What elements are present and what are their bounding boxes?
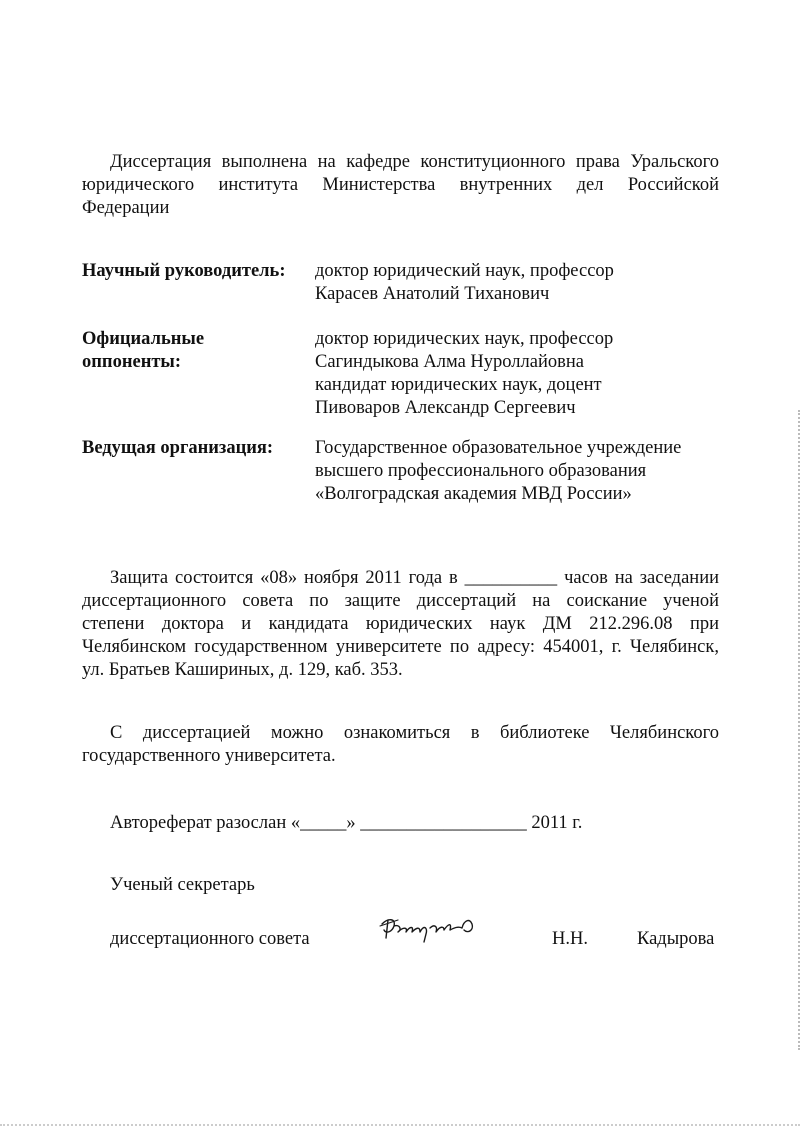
- secretary-surname: Кадырова: [637, 929, 715, 949]
- intro-paragraph: [82, 151, 719, 220]
- supervisor-info: [315, 260, 725, 306]
- lead-org-label: Ведущая организация:: [82, 438, 274, 458]
- supervisor-line: доктор юридический наук, профессор: [315, 261, 614, 281]
- intro-line: Диссертация выполнена на кафедре конституционного права Уральского: [110, 152, 719, 172]
- supervisor-label: Научный руководитель:: [82, 261, 286, 281]
- opponents-info: [315, 328, 725, 420]
- opponent-line: кандидат юридических наук, доцент: [315, 375, 602, 395]
- mailing-date-line: Автореферат разослан «_____» __________________ 2011 г.: [110, 813, 583, 833]
- signature-scribble: [378, 912, 488, 946]
- library-line: государственного университета.: [82, 746, 336, 766]
- secretary-title: Ученый секретарь: [110, 875, 255, 895]
- defense-line: ул. Братьев Кашириных, д. 129, каб. 353.: [82, 660, 403, 680]
- opponent-line: Сагиндыкова Алма Нуроллайовна: [315, 352, 584, 372]
- library-paragraph: [82, 722, 719, 768]
- signature: [378, 912, 488, 953]
- scan-edge-right: [794, 410, 800, 1050]
- defense-line: диссертационного совета по защите диссертаций на соискание ученой: [82, 591, 719, 611]
- lead-org-line: Государственное образовательное учреждение: [315, 438, 682, 458]
- lead-org-line: высшего профессионального образования: [315, 461, 647, 481]
- defense-paragraph: [82, 567, 719, 682]
- opponent-line: доктор юридических наук, профессор: [315, 329, 614, 349]
- defense-line: степени доктора и кандидата юридических наук ДМ 212.296.08 при: [82, 614, 719, 634]
- secretary-initials: Н.Н.: [552, 929, 588, 949]
- scan-edge-bottom: [0, 1124, 800, 1126]
- lead-org-line: «Волгоградская академия МВД России»: [315, 484, 632, 504]
- defense-line: Челябинском государственном университете по адресу: 454001, г. Челябинск,: [82, 637, 719, 657]
- intro-line: Федерации: [82, 198, 170, 218]
- library-line: С диссертацией можно ознакомиться в библиотеке Челябинского: [110, 723, 719, 743]
- lead-org-info: [315, 437, 725, 506]
- intro-line: юридического института Министерства внутренних дел Российской: [82, 175, 719, 195]
- secretary-council: диссертационного совета: [110, 929, 310, 949]
- opponents-label: Официальные оппоненты:: [82, 329, 205, 372]
- defense-line: Защита состоится «08» ноября 2011 года в __________ часов на заседании: [110, 568, 719, 588]
- opponent-line: Пивоваров Александр Сергеевич: [315, 398, 576, 418]
- supervisor-line: Карасев Анатолий Тиханович: [315, 284, 550, 304]
